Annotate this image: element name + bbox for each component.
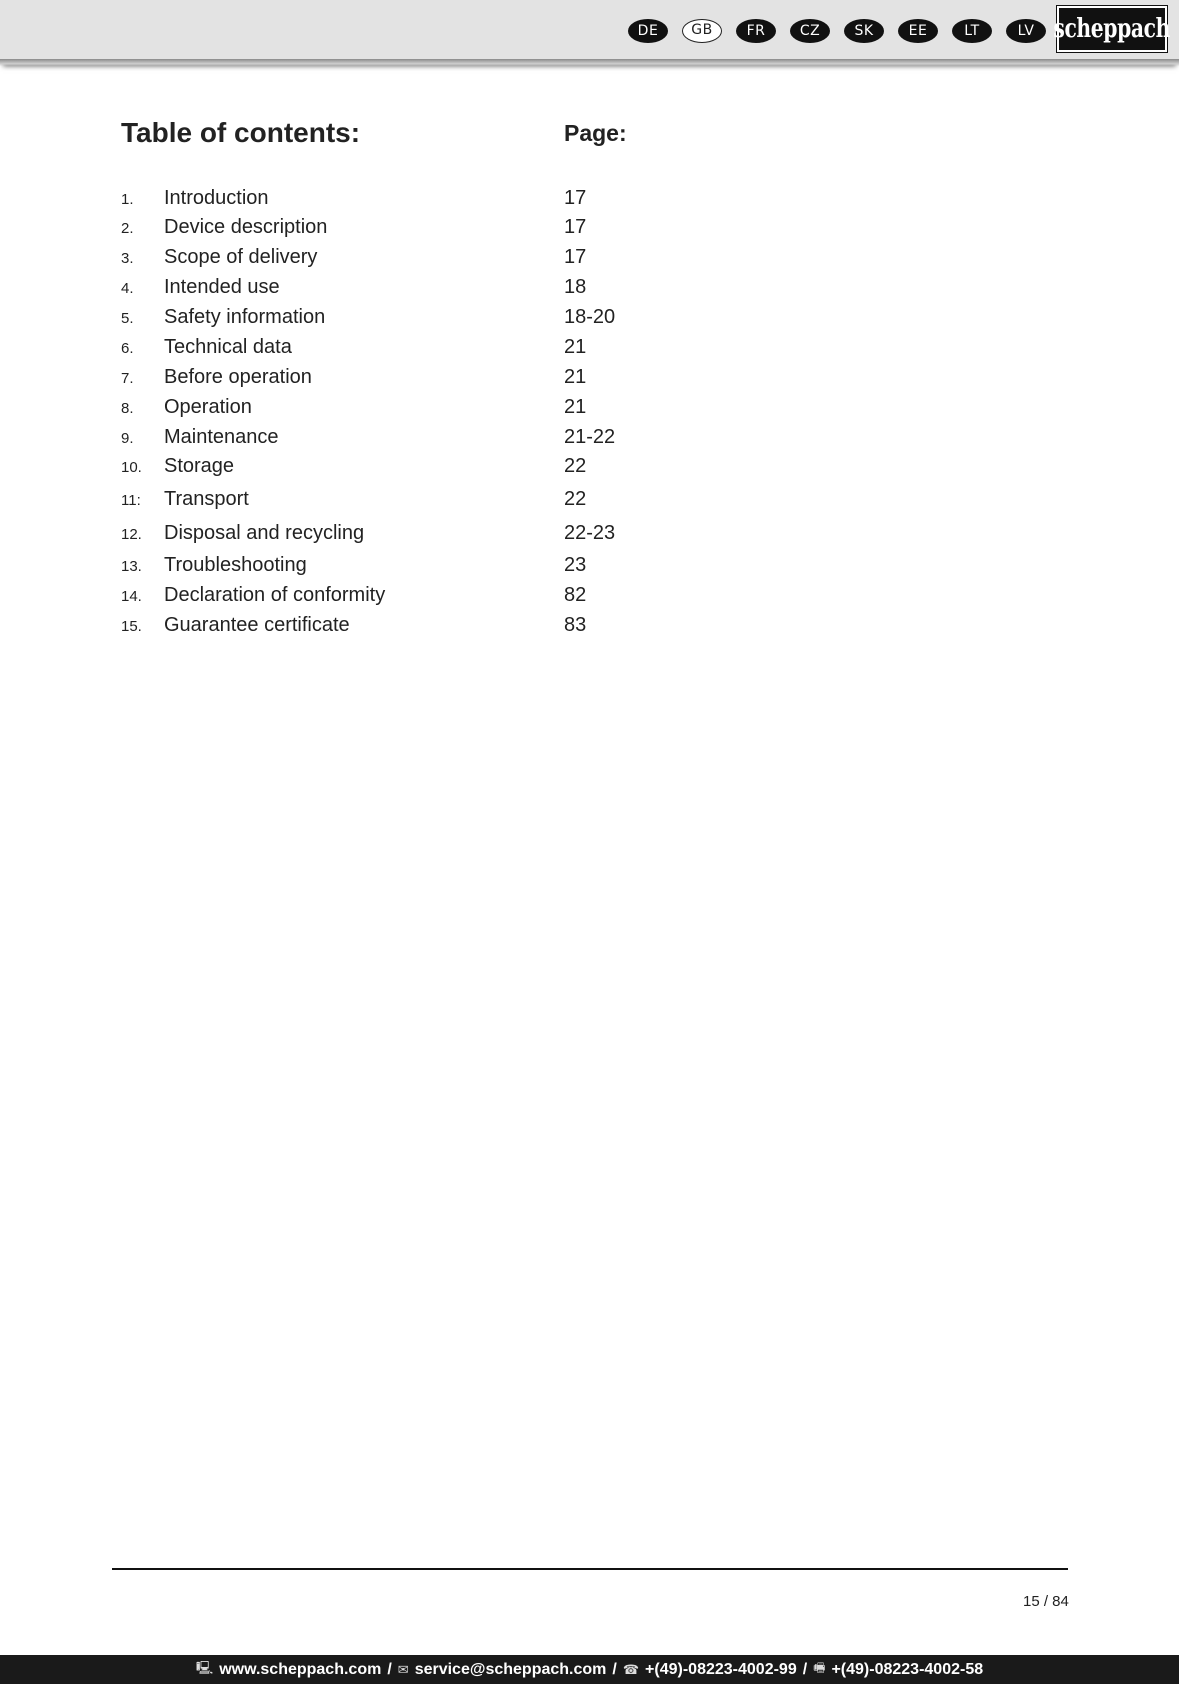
toc-label: Troubleshooting xyxy=(164,554,307,576)
toc-number: 3. xyxy=(121,250,134,267)
toc-page-number: 22-23 xyxy=(564,522,616,544)
toc-number: 14. xyxy=(121,588,142,605)
footer-phone: +(49)-08223-4002-99 xyxy=(645,1660,797,1678)
toc-number: 8. xyxy=(121,400,134,417)
toc-label: Maintenance xyxy=(164,426,279,448)
language-selector xyxy=(628,19,1046,43)
toc-number: 1. xyxy=(121,191,134,208)
footer-separator: / xyxy=(387,1660,392,1678)
lang-pill-de[interactable]: DE xyxy=(628,19,668,43)
toc-number: 10. xyxy=(121,459,142,476)
footer-divider xyxy=(112,1568,1068,1570)
footer-separator: / xyxy=(612,1660,617,1678)
toc-number: 15. xyxy=(121,618,142,635)
lang-pill-cz[interactable]: CZ xyxy=(790,19,830,43)
toc-label: Disposal and recycling xyxy=(164,522,365,544)
toc-page-number: 21 xyxy=(564,336,587,358)
fax-icon: 🖷 xyxy=(813,1659,826,1675)
toc-row xyxy=(0,455,1179,479)
toc-page-number: 21 xyxy=(564,396,587,418)
toc-page-number: 22 xyxy=(564,488,587,510)
toc-number: 13. xyxy=(121,558,142,575)
mail-icon: ✉ xyxy=(397,1661,409,1677)
toc-page-number: 17 xyxy=(564,216,587,238)
toc-number: 12. xyxy=(121,526,142,543)
toc-row xyxy=(0,488,1179,512)
toc-number: 2. xyxy=(121,220,134,237)
toc-row xyxy=(0,396,1179,420)
toc-row xyxy=(0,216,1179,240)
header-shadow xyxy=(0,59,1179,66)
toc-row xyxy=(0,246,1179,270)
lang-pill-gb[interactable]: GB xyxy=(682,19,722,43)
toc-page-heading: Page: xyxy=(564,120,627,146)
toc-page-number: 18-20 xyxy=(564,306,616,328)
toc-label: Introduction xyxy=(164,187,269,209)
phone-icon: ☎ xyxy=(622,1661,640,1677)
toc-row xyxy=(0,522,1179,546)
toc-page-number: 82 xyxy=(564,584,587,606)
computer-icon: 🖳 xyxy=(195,1659,214,1675)
toc-row xyxy=(0,366,1179,390)
lang-pill-fr[interactable]: FR xyxy=(736,19,776,43)
toc-label: Device description xyxy=(164,216,328,238)
toc-label: Before operation xyxy=(164,366,312,388)
toc-page-number: 17 xyxy=(564,246,587,268)
toc-row xyxy=(0,614,1179,638)
toc-row xyxy=(0,336,1179,360)
lang-pill-sk[interactable]: SK xyxy=(844,19,884,43)
toc-row xyxy=(0,306,1179,330)
contact-footer xyxy=(0,1655,1179,1684)
toc-page-number: 83 xyxy=(564,614,587,636)
toc-row xyxy=(0,187,1179,211)
lang-pill-lv[interactable]: LV xyxy=(1006,19,1046,43)
page-number: 15 / 84 xyxy=(1023,1593,1069,1610)
toc-page-number: 17 xyxy=(564,187,587,209)
toc-row xyxy=(0,584,1179,608)
toc-number: 7. xyxy=(121,370,134,387)
toc-label: Transport xyxy=(164,488,249,510)
toc-title: Table of contents: xyxy=(121,117,361,148)
toc-label: Intended use xyxy=(164,276,280,298)
lang-pill-ee[interactable]: EE xyxy=(898,19,938,43)
toc-label: Safety information xyxy=(164,306,326,328)
toc-label: Declaration of conformity xyxy=(164,584,386,606)
toc-page-number: 21-22 xyxy=(564,426,616,448)
footer-email: service@scheppach.com xyxy=(414,1660,607,1678)
footer-fax: +(49)-08223-4002-58 xyxy=(831,1660,984,1678)
toc-row xyxy=(0,554,1179,578)
toc-row xyxy=(0,276,1179,300)
toc-number: 5. xyxy=(121,310,134,327)
toc-page-number: 18 xyxy=(564,276,587,298)
toc-label: Guarantee certificate xyxy=(164,614,350,636)
toc-page-number: 21 xyxy=(564,366,587,388)
lang-pill-lt[interactable]: LT xyxy=(952,19,992,43)
toc-label: Technical data xyxy=(164,336,292,358)
toc-number: 9. xyxy=(121,430,134,447)
toc-number: 6. xyxy=(121,340,134,357)
scheppach-logo xyxy=(1053,6,1171,52)
toc-number: 11: xyxy=(121,492,141,509)
toc-row xyxy=(0,426,1179,450)
toc-page-number: 23 xyxy=(564,554,587,576)
toc-label: Storage xyxy=(164,455,235,477)
logo-text: scheppach xyxy=(1053,14,1171,44)
toc-label: Scope of delivery xyxy=(164,246,318,268)
toc-label: Operation xyxy=(164,396,252,418)
toc-page-number: 22 xyxy=(564,455,587,477)
footer-website: www.scheppach.com xyxy=(219,1660,382,1678)
toc-number: 4. xyxy=(121,280,134,297)
footer-separator: / xyxy=(802,1660,808,1678)
